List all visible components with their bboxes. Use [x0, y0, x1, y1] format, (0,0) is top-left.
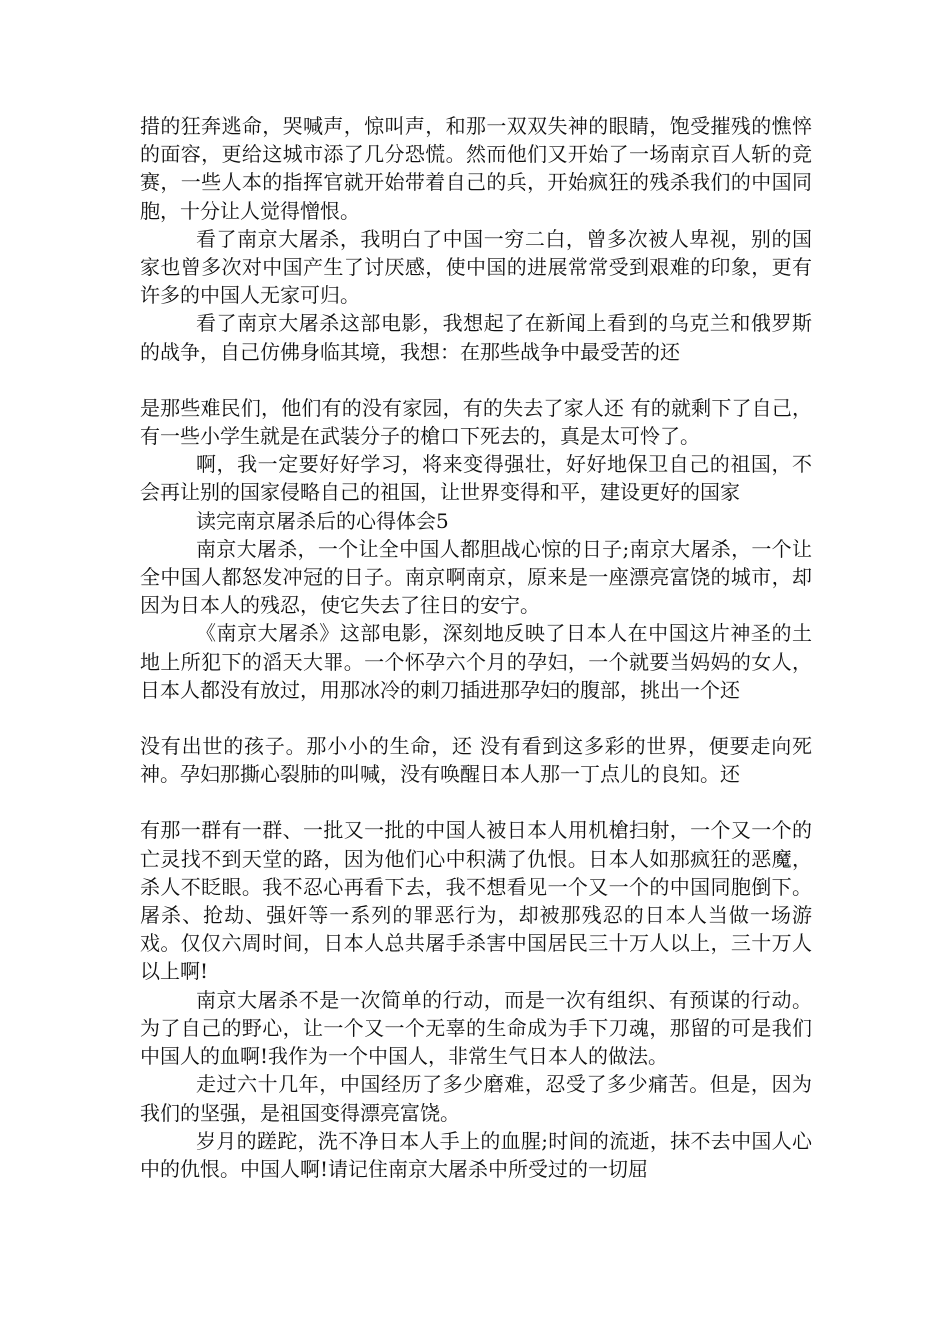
paragraph-9: 有那一群有一群、一批又一批的中国人被日本人用机槍扫射，一个又一个的亡灵找不到天堂的路，因为他们心中积满了仇恨。日本人如那疯狂的恶魔，杀人不眨眼。我不忍心再看下去，我不想看见一个又一个的中国同胞倒下。屠杀、抢劫、强奸等一系列的罪恶行为，却被那残忍的日本人当做一场游戏。仅仅六周时间，日本人总共屠手杀害中国居民三十万人以上，三十万人以上啊!: [140, 818, 812, 984]
paragraph-10: 南京大屠杀不是一次简单的行动，而是一次有组织、有预谋的行动。为了自己的野心，让一个又一个无辜的生命成为手下刀魂，那留的可是我们中国人的血啊!我作为一个中国人，非常生气日本人的做法。: [140, 987, 812, 1069]
page-break-gap: [140, 366, 812, 394]
paragraph-1: 措的狂奔逃命，哭喊声，惊叫声，和那一双双失神的眼睛，饱受摧残的憔悴的面容，更给这城市添了几分恐慌。然而他们又开始了一场南京百人斩的竞赛，一些人本的指挥官就开始带着自己的兵，开始疯狂的残杀我们的中国同胞，十分让人觉得憎恨。: [140, 114, 812, 223]
paragraph-2: 看了南京大屠杀，我明白了中国一穷二白，曾多次被人卑视，别的国家也曾多次对中国产生了讨厌感，使中国的进展常常受到艰难的印象，更有许多的中国人无家可归。: [140, 226, 812, 308]
paragraph-8: 没有出世的孩子。那小小的生命，还 没有看到这多彩的世界，便要走向死神。孕妇那撕心裂肺的叫喊，没有唤醒日本人那一丁点儿的良知。还: [140, 734, 812, 787]
section-heading: 读完南京屠杀后的心得体会5: [196, 508, 449, 533]
page-break-gap: [140, 704, 812, 732]
paragraph-12: 岁月的蹉跎，洗不净日本人手上的血腥;时间的流逝，抹不去中国人心中的仇恨。中国人啊!请记住南京大屠杀中所受过的一切屈: [140, 1128, 812, 1181]
paragraph-4: 是那些难民们，他们有的没有家园，有的失去了家人还 有的就剩下了自己，有一些小学生就是在武装分子的槍口下死去的，真是太可怜了。: [140, 395, 812, 449]
body-text: [140, 112, 812, 1183]
page-break-gap: [140, 788, 812, 816]
paragraph-6: 南京大屠杀，一个让全中国人都胆战心惊的日子;南京大屠杀，一个让全中国人都怒发冲冠的日子。南京啊南京，原来是一座漂亮富饶的城市，却因为日本人的残忍，使它失去了往日的安宁。: [140, 536, 812, 618]
paragraph-7: 《南京大屠杀》这部电影，深刻地反映了日本人在中国这片神圣的土地上所犯下的滔天大罪。一个怀孕六个月的孕妇，一个就要当妈妈的女人，日本人都没有放过，用那冰冷的刺刀插进那孕妇的腹部，挑出一个还: [140, 621, 812, 702]
paragraph-5: 啊，我一定要好好学习，将来变得强壮，好好地保卫自己的祖国，不会再让别的国家侵略自己的祖国，让世界变得和平，建设更好的国家: [140, 452, 812, 505]
paragraph-11: 走过六十几年，中国经历了多少磨难，忍受了多少痛苦。但是，因为我们的坚强，是祖国变得漂亮富饶。: [140, 1072, 812, 1125]
paragraph-3: 看了南京大屠杀这部电影，我想起了在新闻上看到的乌克兰和俄罗斯的战争，自己仿佛身临其境，我想：在那些战争中最受苦的还: [140, 311, 812, 364]
